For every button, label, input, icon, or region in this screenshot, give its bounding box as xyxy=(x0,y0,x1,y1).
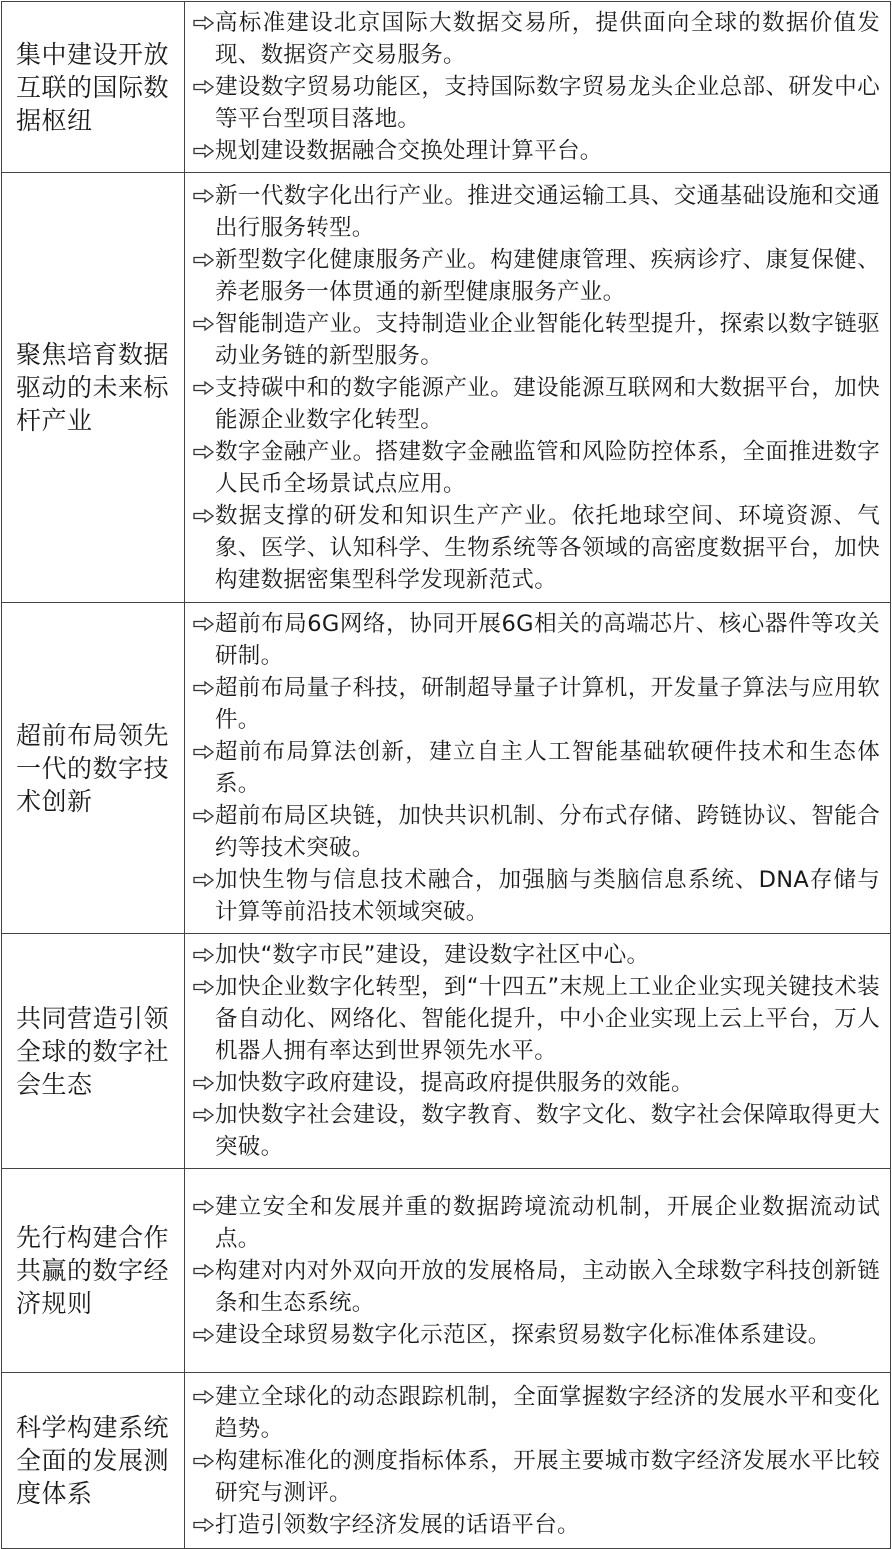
policy-row-4 xyxy=(2,934,891,1169)
items-cell xyxy=(185,1373,891,1549)
list-item-text: 加快“数字市民”建设，建设数字社区中心。 xyxy=(215,942,650,968)
outline-arrow-right-icon xyxy=(193,436,215,468)
items-cell xyxy=(185,934,891,1169)
outline-arrow-right-icon xyxy=(193,736,215,768)
list-item xyxy=(193,1319,880,1351)
outline-arrow-right-icon xyxy=(193,500,215,532)
outline-arrow-right-icon xyxy=(193,308,215,340)
list-item-text: 建设全球贸易数字化示范区，探索贸易数字化标准体系建设。 xyxy=(215,1321,831,1348)
list-item xyxy=(193,1445,880,1509)
outline-arrow-right-icon xyxy=(193,1445,215,1477)
list-item-text: 加快生物与信息技术融合，加强脑与类脑信息系统、DNA存储与计算等前沿技术领域突破。 xyxy=(215,867,880,925)
list-item-text: 加快企业数字化转型，到“十四五”末规上工业企业实现关键技术装备自动化、网络化、智能化提升，中小企业实现上云上平台，万人机器人拥有率达到世界领先水平。 xyxy=(215,974,880,1064)
list-item-text: 新型数字化健康服务产业。构建健康管理、疾病诊疗、康复保健、养老服务一体贯通的新型健康服务产业。 xyxy=(215,246,880,305)
list-item-text: 超前布局算法创新，建立自主人工智能基础软硬件技术和生态体系。 xyxy=(215,739,880,797)
list-item-text: 新一代数字化出行产业。推进交通运输工具、交通基础设施和交通出行服务转型。 xyxy=(215,182,880,241)
list-item-text: 高标准建设北京国际大数据交易所，提供面向全球的数据价值发现、数据资产交易服务。 xyxy=(215,10,880,68)
list-item xyxy=(193,736,880,800)
outline-arrow-right-icon xyxy=(193,1099,215,1131)
outline-arrow-right-icon xyxy=(193,1255,215,1287)
list-item xyxy=(193,939,880,971)
list-item-text: 建设数字贸易功能区，支持国际数字贸易龙头企业总部、研发中心等平台型项目落地。 xyxy=(215,74,880,132)
outline-arrow-right-icon xyxy=(193,800,215,832)
list-item xyxy=(193,372,880,436)
outline-arrow-right-icon xyxy=(193,7,215,39)
list-item-text: 构建标准化的测度指标体系，开展主要城市数字经济发展水平比较研究与测评。 xyxy=(215,1447,880,1506)
outline-arrow-right-icon xyxy=(193,135,215,167)
list-item xyxy=(193,1381,880,1445)
outline-arrow-right-icon xyxy=(193,1191,215,1223)
list-item xyxy=(193,672,880,736)
category-cell: 共同营造引领全球的数字社会生态 xyxy=(2,934,185,1169)
list-item-text: 数据支撑的研发和知识生产产业。依托地球空间、环境资源、气象、医学、认知科学、生物系统等各领域的高密度数据平台，加快构建数据密集型科学发现新范式。 xyxy=(215,502,880,593)
list-item-text: 打造引领数字经济发展的话语平台。 xyxy=(215,1511,580,1538)
list-item xyxy=(193,308,880,372)
policy-row-5 xyxy=(2,1169,891,1373)
outline-arrow-right-icon xyxy=(193,244,215,276)
policy-row-6 xyxy=(2,1373,891,1549)
list-item-text: 数字金融产业。搭建数字金融监管和风险防控体系，全面推进数字人民币全场景试点应用。 xyxy=(215,438,880,497)
list-item xyxy=(193,864,880,928)
items-cell xyxy=(185,2,891,173)
list-item-text: 加快数字政府建设，提高政府提供服务的效能。 xyxy=(215,1070,694,1096)
policy-row-3 xyxy=(2,603,891,934)
outline-arrow-right-icon xyxy=(193,939,215,971)
policy-row-2 xyxy=(2,173,891,603)
category-cell: 科学构建系统全面的发展测度体系 xyxy=(2,1373,185,1549)
outline-arrow-right-icon xyxy=(193,672,215,704)
category-cell: 先行构建合作共赢的数字经济规则 xyxy=(2,1169,185,1373)
list-item-text: 建立安全和发展并重的数据跨境流动机制，开展企业数据流动试点。 xyxy=(215,1193,880,1252)
list-item-text: 支持碳中和的数字能源产业。建设能源互联网和大数据平台，加快能源企业数字化转型。 xyxy=(215,374,880,433)
list-item-text: 规划建设数据融合交换处理计算平台。 xyxy=(215,138,603,164)
list-item xyxy=(193,7,880,71)
category-cell: 超前布局领先一代的数字技术创新 xyxy=(2,603,185,934)
outline-arrow-right-icon xyxy=(193,1381,215,1413)
list-item xyxy=(193,1067,880,1099)
outline-arrow-right-icon xyxy=(193,864,215,896)
list-item-text: 建立全球化的动态跟踪机制，全面掌握数字经济的发展水平和变化趋势。 xyxy=(215,1383,880,1442)
outline-arrow-right-icon xyxy=(193,372,215,404)
list-item xyxy=(193,244,880,308)
list-item xyxy=(193,971,880,1067)
outline-arrow-right-icon xyxy=(193,608,215,640)
list-item-text: 加快数字社会建设，数字教育、数字文化、数字社会保障取得更大突破。 xyxy=(215,1102,880,1160)
items-cell xyxy=(185,1169,891,1373)
list-item xyxy=(193,1099,880,1163)
list-item xyxy=(193,180,880,244)
list-item xyxy=(193,1509,880,1541)
list-item-text: 构建对内对外双向开放的发展格局，主动嵌入全球数字科技创新链条和生态系统。 xyxy=(215,1257,880,1316)
outline-arrow-right-icon xyxy=(193,71,215,103)
list-item xyxy=(193,1255,880,1319)
list-item xyxy=(193,135,880,167)
outline-arrow-right-icon xyxy=(193,1067,215,1099)
list-item-text: 超前布局6G网络，协同开展6G相关的高端芯片、核心器件等攻关研制。 xyxy=(215,611,880,669)
list-item xyxy=(193,436,880,500)
policy-table xyxy=(1,1,891,1549)
list-item xyxy=(193,1191,880,1255)
policy-row-1 xyxy=(2,2,891,173)
outline-arrow-right-icon xyxy=(193,1509,215,1541)
outline-arrow-right-icon xyxy=(193,180,215,212)
outline-arrow-right-icon xyxy=(193,1319,215,1351)
list-item xyxy=(193,71,880,135)
list-item xyxy=(193,500,880,596)
list-item xyxy=(193,608,880,672)
items-cell xyxy=(185,603,891,934)
list-item-text: 智能制造产业。支持制造业企业智能化转型提升，探索以数字链驱动业务链的新型服务。 xyxy=(215,310,880,369)
list-item xyxy=(193,800,880,864)
list-item-text: 超前布局区块链，加快共识机制、分布式存储、跨链协议、智能合约等技术突破。 xyxy=(215,803,880,861)
category-cell: 集中建设开放互联的国际数据枢纽 xyxy=(2,2,185,173)
category-cell: 聚焦培育数据驱动的未来标杆产业 xyxy=(2,173,185,603)
list-item-text: 超前布局量子科技，研制超导量子计算机，开发量子算法与应用软件。 xyxy=(215,675,880,733)
items-cell xyxy=(185,173,891,603)
table-body xyxy=(2,2,891,1549)
outline-arrow-right-icon xyxy=(193,971,215,1003)
